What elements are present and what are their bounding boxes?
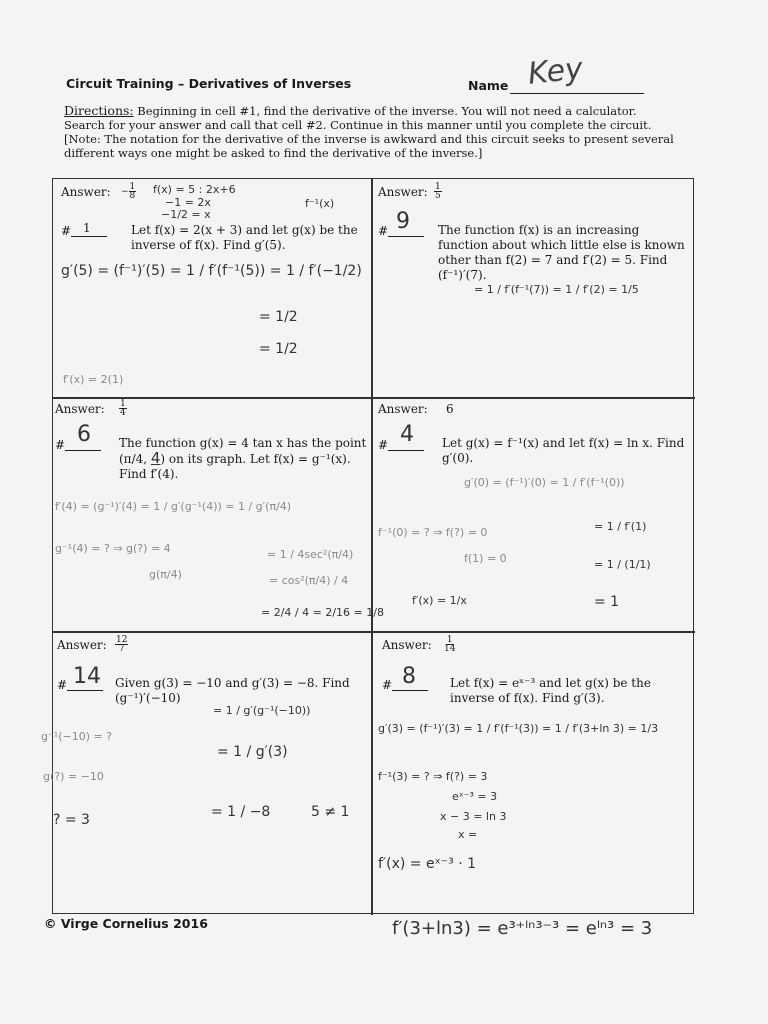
- cell-9: [372, 179, 693, 397]
- cell-number-line: [65, 450, 101, 451]
- cell-number-line: [71, 236, 107, 237]
- answer-sign: −: [121, 187, 129, 197]
- cell-number-hash: #: [57, 678, 68, 692]
- work-line-2: f⁻¹(0) = ? ⇒ f(?) = 0: [378, 526, 488, 539]
- work-line-6: = 2/4 / 4 = 2/16 = 1/8: [261, 606, 384, 619]
- work-line-3: eˣ⁻³ = 3: [452, 790, 498, 803]
- answer-label: Answer:: [378, 185, 428, 199]
- cell-number-line: [388, 450, 424, 451]
- cell-number-hash: #: [61, 224, 72, 238]
- answer-denominator: 14: [444, 644, 456, 654]
- answer-fraction: [119, 400, 127, 417]
- name-label: Name: [468, 78, 509, 93]
- answer-numerator: 1: [435, 182, 441, 192]
- bottom-handwritten-work: f′(3+ln3) = e³⁺ˡⁿ³⁻³ = eˡⁿ³ = 3: [392, 918, 653, 939]
- work-line-2: = 1/2: [259, 309, 298, 325]
- directions-block: [64, 104, 676, 160]
- work-top-3: −1/2 = x: [161, 208, 211, 221]
- cell-prompt: Let g(x) = f⁻¹(x) and let f(x) = ln x. Find g′(0).: [442, 436, 685, 465]
- work-line-7: 5 ≠ 1: [311, 804, 350, 820]
- work-line-4: g(?) = −10: [43, 770, 104, 783]
- cell-prompt: Let f(x) = eˣ⁻³ and let g(x) be the inverse of f(x). Find g′(3).: [450, 676, 651, 705]
- cell-number: 14: [73, 664, 101, 689]
- answer-value: [434, 183, 442, 200]
- cell-prompt: Given g(3) = −10 and g′(3) = −8. Find (g⁻¹)′(−10): [115, 676, 350, 705]
- answer-label: Answer:: [61, 185, 111, 199]
- work-line-3: = 1/2: [259, 341, 298, 357]
- work-line-5: x =: [458, 828, 478, 841]
- work-line-7: = 1: [594, 594, 620, 610]
- answer-numerator: 1: [120, 399, 126, 409]
- work-top-1: f(x) = 5 : 2x+6: [153, 183, 236, 196]
- cell-6: [53, 398, 384, 631]
- work-line-5: = 1 / (1/1): [594, 558, 651, 571]
- answer-value: [444, 636, 455, 653]
- answer-denominator: 7: [118, 644, 125, 654]
- cell-prompt: Let f(x) = 2(x + 3) and let g(x) be the inverse of f(x). Find g′(5).: [131, 223, 358, 252]
- work-line-1: = 1 / g′(g⁻¹(−10)): [213, 704, 311, 717]
- directions-lead: Directions:: [64, 103, 134, 118]
- cell-number-hash: #: [55, 438, 66, 452]
- work-line-6: f′(x) = eˣ⁻³ · 1: [378, 856, 477, 872]
- work-line-1: g′(5) = (f⁻¹)′(5) = 1 / f′(f⁻¹(5)) = 1 / f′(−1/2): [61, 263, 362, 279]
- work-line-5: ? = 3: [53, 812, 90, 828]
- answer-value: [115, 636, 128, 653]
- cell-number-line: [67, 690, 103, 691]
- work-line-3: = 1 / 4sec²(π/4): [267, 548, 354, 561]
- answer-numerator: 1: [446, 635, 453, 645]
- cell-prompt: The function f(x) is an increasing function about which little else is known other than f(2) = 7 and f′(2) = 5. Find (f⁻¹)′(7).: [438, 223, 685, 282]
- circuit-grid: [41, 178, 694, 914]
- work-faint-note: f′(x) = 2(1): [63, 373, 124, 386]
- cell-prompt: [119, 436, 367, 482]
- prompt-blank-answer: 4: [150, 449, 161, 467]
- worksheet-title: Circuit Training – Derivatives of Inverses: [66, 76, 352, 91]
- work-line-2: f⁻¹(3) = ? ⇒ f(?) = 3: [378, 770, 488, 783]
- answer-fraction: [434, 183, 442, 200]
- cell-1: [53, 179, 371, 397]
- answer-value: [119, 400, 127, 417]
- copyright-footer: © Virge Cornelius 2016: [44, 916, 208, 931]
- cell-number: 9: [396, 209, 410, 234]
- work-line-4: x − 3 = ln 3: [440, 810, 507, 823]
- work-line-4: f(1) = 0: [464, 552, 507, 565]
- cell-number-hash: #: [378, 438, 389, 452]
- cell-number-hash: #: [382, 678, 393, 692]
- answer-label: Answer:: [378, 402, 428, 416]
- directions-note: [Note: The notation for the derivative of the inverse is awkward and this circuit seeks to present several different ways one might be asked to find the derivative of the inverse.]: [64, 132, 674, 160]
- work-line-3: = 1 / g′(3): [217, 744, 288, 760]
- work-line-2: g⁻¹(−10) = ?: [41, 730, 113, 743]
- answer-value: 6: [446, 402, 454, 416]
- answer-denominator: 8: [129, 191, 136, 201]
- cell-number: 1: [83, 221, 91, 235]
- prompt-part-b: ) on its graph. Let f(x) = g⁻¹(x). Find f′(4).: [119, 452, 351, 481]
- cell-number-line: [392, 690, 428, 691]
- name-underline: [510, 93, 644, 94]
- answer-label: Answer:: [57, 638, 107, 652]
- cell-number: 8: [402, 664, 416, 689]
- work-top-2: −1 = 2x: [165, 196, 211, 209]
- work-line-4: g(π/4): [149, 568, 182, 581]
- directions-text: Beginning in cell #1, find the derivative of the inverse. You will not need a calculator. Search for your answer and call that cell #2. Continue in this manner until you complete the circuit.: [64, 104, 652, 132]
- work-line-6: = 1 / −8: [211, 804, 271, 820]
- answer-numerator: 1: [129, 182, 136, 192]
- answer-denominator: 4: [120, 408, 126, 418]
- cell-number-line: [388, 236, 424, 237]
- work-line-2: g⁻¹(4) = ? ⇒ g(?) = 4: [55, 542, 171, 555]
- work-line-3: = 1 / f′(1): [594, 520, 647, 533]
- answer-value: [121, 183, 136, 200]
- answer-fraction: [115, 636, 128, 653]
- cell-8: [372, 632, 693, 914]
- answer-numerator: 12: [116, 635, 128, 645]
- answer-fraction: [444, 636, 455, 653]
- cell-number: 4: [400, 422, 414, 447]
- work-line-1: = 1 / f′(f⁻¹(7)) = 1 / f′(2) = 1/5: [474, 283, 639, 296]
- answer-label: Answer:: [55, 402, 105, 416]
- work-line-1: f′(4) = (g⁻¹)′(4) = 1 / g′(g⁻¹(4)) = 1 / g′(π/4): [55, 500, 292, 513]
- prompt-part-a: The function g(x) = 4 tan x has the point (π/4,: [119, 436, 367, 466]
- work-side-note: f⁻¹(x): [305, 197, 335, 210]
- cell-number: 6: [77, 422, 91, 447]
- answer-label: Answer:: [382, 638, 432, 652]
- cell-4: [372, 398, 693, 631]
- work-line-1: g′(0) = (f⁻¹)′(0) = 1 / f′(f⁻¹(0)): [464, 476, 625, 489]
- cell-14: [41, 632, 371, 914]
- answer-fraction: [129, 183, 137, 200]
- answer-denominator: 5: [435, 191, 441, 201]
- work-line-1: g′(3) = (f⁻¹)′(3) = 1 / f′(f⁻¹(3)) = 1 / f′(3+ln 3) = 1/3: [378, 722, 659, 735]
- name-handwriting: Key: [526, 51, 585, 92]
- work-line-6: f′(x) = 1/x: [412, 594, 467, 607]
- work-line-5: = cos²(π/4) / 4: [269, 574, 349, 587]
- cell-number-hash: #: [378, 224, 389, 238]
